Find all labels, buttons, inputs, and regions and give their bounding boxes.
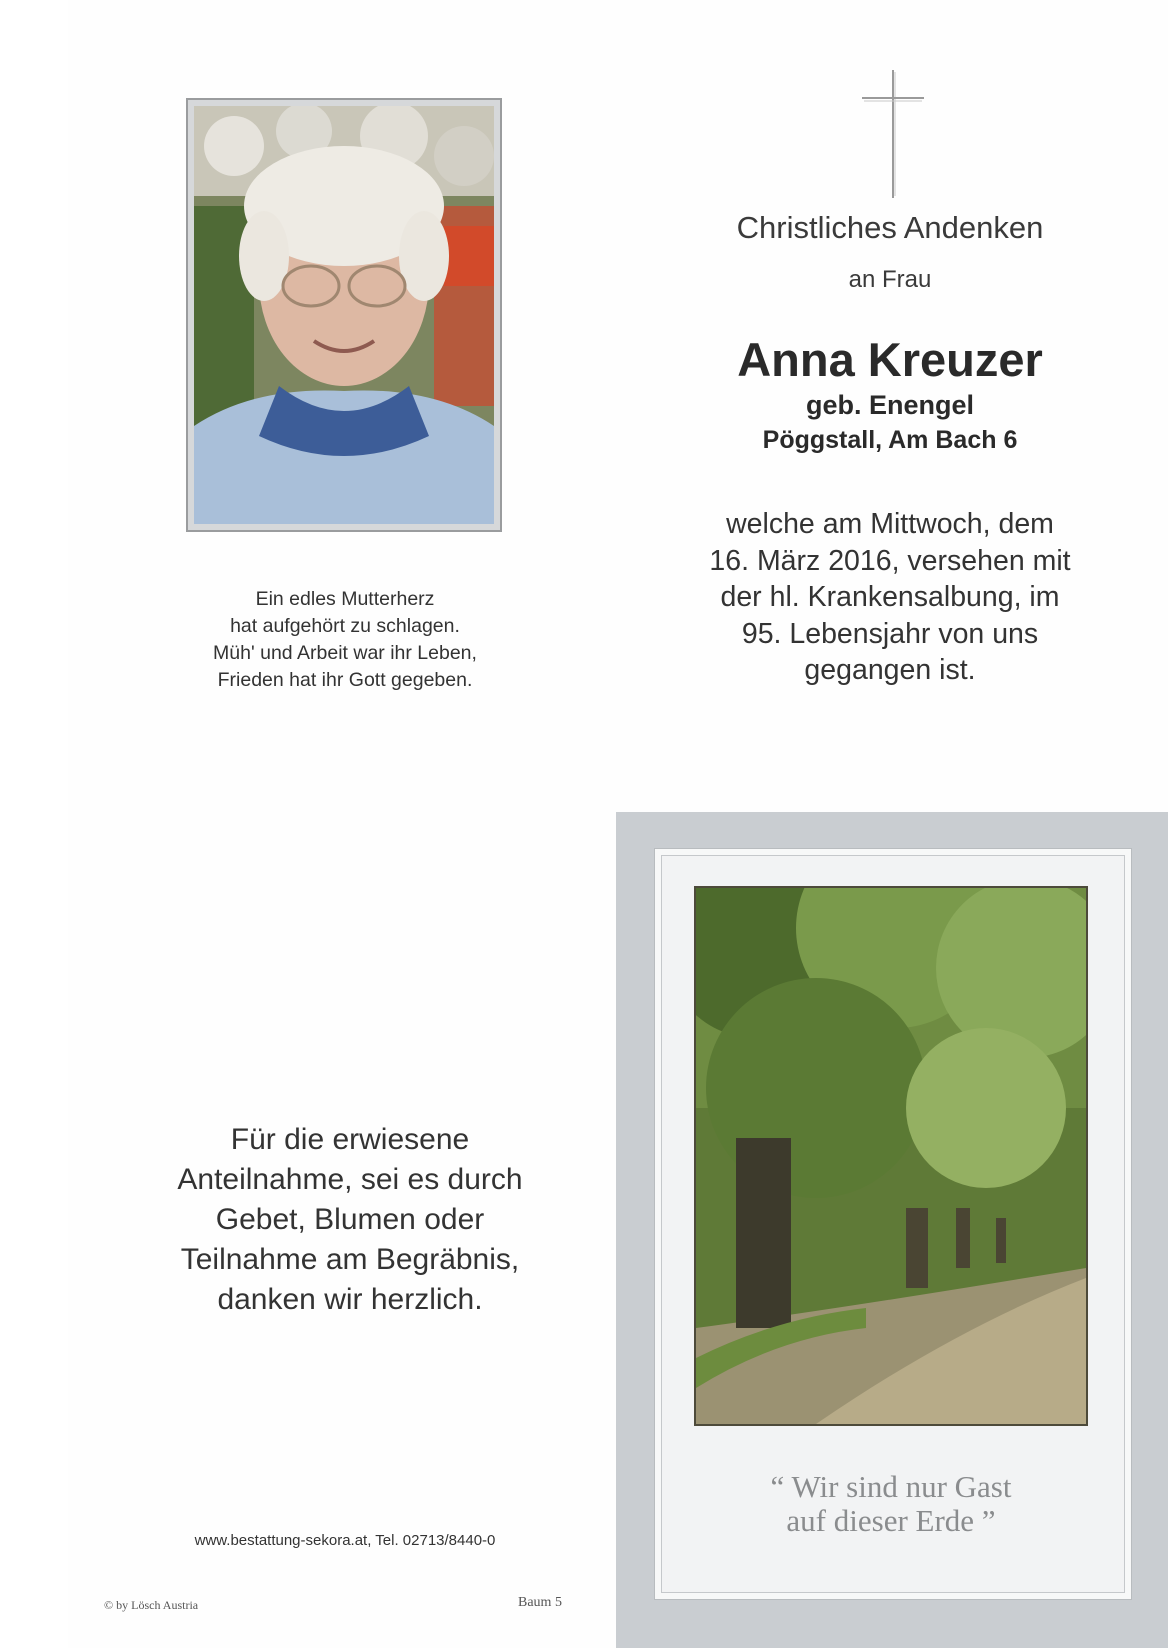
thanks-line: Für die erwiesene: [230, 1123, 470, 1156]
thanks-line: Gebet, Blumen oder: [215, 1203, 485, 1236]
verse: [110, 586, 580, 694]
quote: [700, 1470, 1082, 1538]
portrait-illustration: [194, 106, 494, 524]
thanks-line: Teilnahme am Begräbnis,: [180, 1243, 520, 1276]
heading: Christliches Andenken: [736, 210, 1044, 245]
death-notice-line: der hl. Krankensalbung, im: [720, 581, 1060, 613]
thanks-line: Anteilnahme, sei es durch: [177, 1163, 523, 1196]
portrait-frame: [186, 98, 502, 532]
contact-info: www.bestattung-sekora.at, Tel. 02713/8440-0: [194, 1532, 496, 1549]
death-notice-line: 95. Lebensjahr von uns: [741, 617, 1039, 650]
death-notice: [640, 506, 1140, 689]
cross-icon: [858, 70, 928, 198]
death-notice-line: welche am Mittwoch, dem: [726, 508, 1054, 540]
design-code: Baum 5: [518, 1595, 562, 1610]
death-notice-line: gegangen ist.: [804, 654, 976, 686]
death-notice-line: 16. März 2016, versehen mit: [709, 544, 1071, 577]
quote-line: “ Wir sind nur Gast: [770, 1469, 1012, 1504]
verse-line: Frieden hat ihr Gott gegeben.: [217, 669, 473, 691]
copyright: © by Lösch Austria: [104, 1598, 199, 1612]
verse-line: hat aufgehört zu schlagen.: [230, 615, 460, 637]
verse-line: Ein edles Mutterherz: [255, 588, 435, 610]
maiden-name: geb. Enengel: [805, 390, 975, 420]
portrait-photo: [194, 106, 494, 524]
deceased-name: Anna Kreuzer: [737, 333, 1043, 386]
tree-avenue-illustration: [696, 888, 1086, 1424]
thanks-line: danken wir herzlich.: [217, 1283, 483, 1316]
address: Pöggstall, Am Bach 6: [762, 426, 1018, 454]
thanks-note: [120, 1120, 580, 1320]
verse-line: Müh' und Arbeit war ihr Leben,: [213, 642, 477, 664]
tree-avenue-image: [694, 886, 1088, 1426]
salutation: an Frau: [848, 266, 932, 293]
quote-line: auf dieser Erde ”: [786, 1503, 996, 1538]
